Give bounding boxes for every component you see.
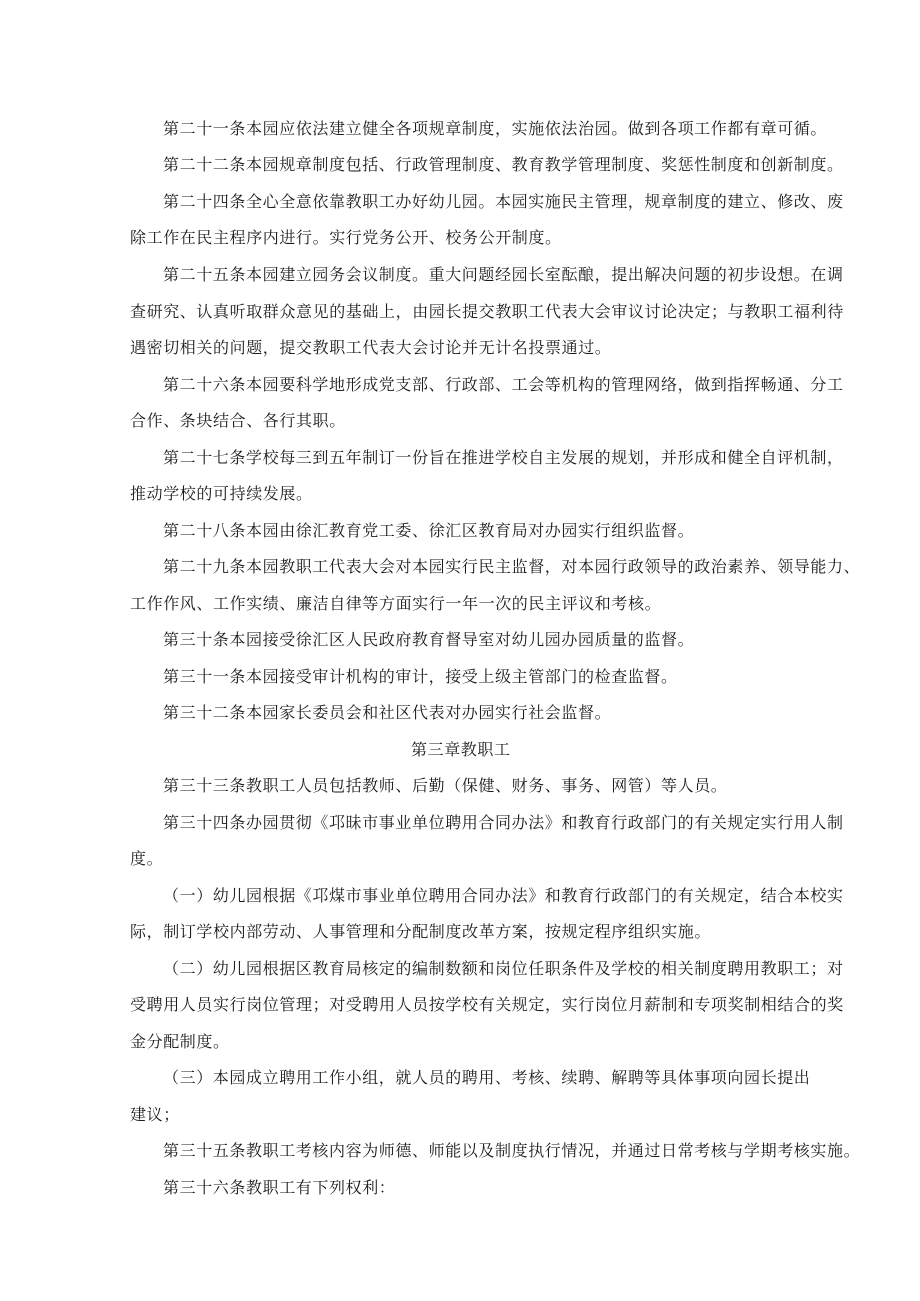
article-30-text: 第三十条本园接受徐汇区人民政府教育督导室对幼儿园办园质量的监督。 bbox=[163, 630, 695, 649]
article-22-text: 第二十二条本园规章制度包括、行政管理制度、教育教学管理制度、奖惩性制度和创新制度。 bbox=[163, 155, 844, 174]
article-24-text-line2: 除工作在民主程序内进行。实行党务公开、校务公开制度。 bbox=[130, 228, 562, 247]
clause-2-text-line2: 受聘用人员实行岗位管理；对受聘用人员按学校有关规定，实行岗位月薪制和专项奖制相结合的奖 bbox=[130, 995, 844, 1014]
clause-3-text-line1: （三）本园成立聘用工作小组，就人员的聘用、考核、续聘、解聘等具体事项向园长提出 bbox=[163, 1068, 811, 1087]
article-21-text: 第二十一条本园应依法建立健全各项规章制度，实施依法治园。做到各项工作都有章可循。 bbox=[163, 119, 828, 138]
chapter-3-heading: 第三章教职工 bbox=[411, 740, 511, 759]
clause-2-text-line3: 金分配制度。 bbox=[130, 1032, 230, 1051]
article-36-text: 第三十六条教职工有下列权利： bbox=[163, 1178, 396, 1197]
article-26-text-line2: 合作、条块结合、各行其职。 bbox=[130, 411, 346, 430]
clause-2-text-line1: （二）幼儿园根据区教育局核定的编制数额和岗位任职条件及学校的相关制度聘用教职工；对 bbox=[163, 959, 844, 978]
clause-1-text-line2: 际，制订学校内部劳动、人事管理和分配制度改革方案，按规定程序组织实施。 bbox=[130, 922, 712, 941]
article-28-text: 第二十八条本园由徐汇教育党工委、徐汇区教育局对办园实行组织监督。 bbox=[163, 521, 695, 540]
article-29-text-line1: 第二十九条本园教职工代表大会对本园实行民主监督，对本园行政领导的政治素养、领导能力、 bbox=[163, 557, 861, 576]
article-32-text: 第三十二条本园家长委员会和社区代表对办园实行社会监督。 bbox=[163, 703, 612, 722]
article-26-text-line1: 第二十六条本园要科学地形成党支部、行政部、工会等机构的管理网络，做到指挥畅通、分工 bbox=[163, 375, 844, 394]
article-34-text-line1: 第三十四条办园贯彻《邛昧市事业单位聘用合同办法》和教育行政部门的有关规定实行用人制 bbox=[163, 813, 844, 832]
article-24-text-line1: 第二十四条全心全意依靠教职工办好幼儿园。本园实施民主管理，规章制度的建立、修改、废 bbox=[163, 192, 844, 211]
clause-3-text-line2: 建议； bbox=[130, 1105, 180, 1124]
article-34-text-line2: 度。 bbox=[130, 849, 164, 868]
article-25-text-line1: 第二十五条本园建立园务会议制度。重大问题经园长室酝酿，提出解决问题的初步设想。在调 bbox=[163, 265, 844, 284]
article-31-text: 第三十一条本园接受审计机构的审计，接受上级主管部门的检查监督。 bbox=[163, 667, 678, 686]
article-35-text: 第三十五条教职工考核内容为师德、师能以及制度执行情况，并通过日常考核与学期考核实施。 bbox=[163, 1141, 861, 1160]
article-25-text-line2: 查研究、认真听取群众意见的基础上，由园长提交教职工代表大会审议讨论决定；与教职工福利待 bbox=[130, 302, 844, 321]
clause-1-text-line1: （一）幼儿园根据《邛煤市事业单位聘用合同办法》和教育行政部门的有关规定，结合本校实 bbox=[163, 886, 844, 905]
article-27-text-line1: 第二十七条学校每三到五年制订一份旨在推进学校自主发展的规划，并形成和健全自评机制， bbox=[163, 448, 844, 467]
article-29-text-line2: 工作作风、工作实绩、廉洁自律等方面实行一年一次的民主评议和考核。 bbox=[130, 594, 662, 613]
article-33-text: 第三十三条教职工人员包括教师、后勤（保健、财务、事务、网管）等人员。 bbox=[163, 776, 728, 795]
article-27-text-line2: 推动学校的可持续发展。 bbox=[130, 484, 313, 503]
article-25-text-line3: 遇密切相关的问题，提交教职工代表大会讨论并无计名投票通过。 bbox=[130, 338, 612, 357]
